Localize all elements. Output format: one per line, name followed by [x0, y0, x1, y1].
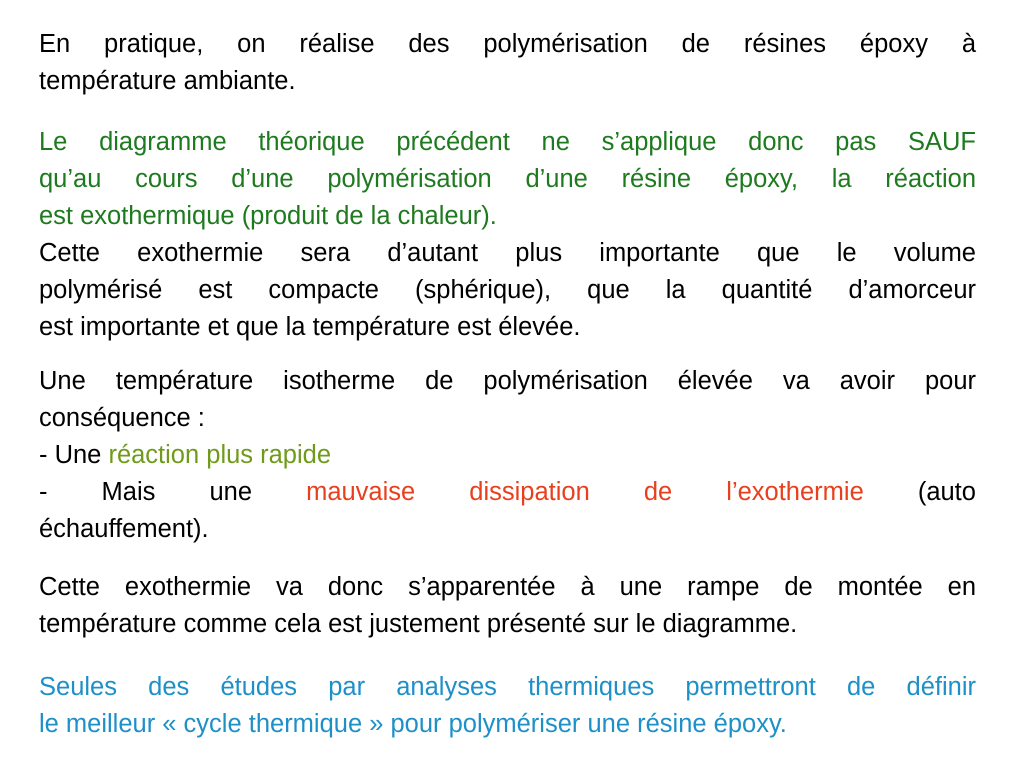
- bullet-poor-dissipation-highlight-1: mauvaise: [306, 478, 416, 506]
- paragraph-factors-line-3: est importante et que la température est élevée.: [39, 313, 581, 341]
- paragraph-consequences-line-2: conséquence :: [39, 404, 205, 432]
- bullet-poor-dissipation-prefix: - Mais: [39, 478, 156, 506]
- paragraph-factors-line-1: Cette exothermie sera d’autant plus importante que le volume: [39, 239, 976, 267]
- paragraph-ramp-line-1: Cette exothermie va donc s’apparentée à une rampe de montée en: [39, 573, 976, 601]
- bullet-poor-dissipation-word: une: [209, 478, 253, 506]
- paragraph-thermal-line-1: Seules des études par analyses thermiques permettront de définir: [39, 673, 976, 701]
- paragraph-intro-line-1: En pratique, on réalise des polymérisation de résines époxy à: [39, 30, 976, 58]
- bullet-faster-reaction-highlight: réaction plus rapide: [108, 441, 332, 469]
- paragraph-exothermic-line-3: est exothermique (produit de la chaleur).: [39, 202, 497, 230]
- bullet-poor-dissipation-suffix: (auto: [917, 478, 976, 506]
- bullet-poor-dissipation-end: échauffement).: [39, 515, 209, 543]
- bullet-poor-dissipation: [39, 474, 976, 511]
- paragraph-consequences-line-1: Une température isotherme de polymérisation élevée va avoir pour: [39, 367, 976, 395]
- paragraph-factors-line-2: polymérisé est compacte (sphérique), que la quantité d’amorceur: [39, 276, 976, 304]
- paragraph-consequences: [39, 363, 976, 548]
- paragraph-exothermic-note: [39, 124, 976, 235]
- paragraph-ramp: [39, 569, 976, 643]
- paragraph-intro-line-2: température ambiante.: [39, 67, 296, 95]
- paragraph-thermal-analysis: [39, 669, 976, 743]
- paragraph-exothermic-line-1: Le diagramme théorique précédent ne s’applique donc pas SAUF: [39, 128, 976, 156]
- paragraph-ramp-line-2: température comme cela est justement présenté sur le diagramme.: [39, 610, 798, 638]
- bullet-faster-reaction: [39, 437, 976, 474]
- paragraph-exothermy-factors: [39, 235, 976, 346]
- bullet-poor-dissipation-highlight-3: de: [643, 478, 673, 506]
- bullet-poor-dissipation-highlight-4: l’exothermie: [726, 478, 864, 506]
- paragraph-exothermic-line-2: qu’au cours d’une polymérisation d’une résine époxy, la réaction: [39, 165, 976, 193]
- paragraph-intro: [39, 26, 976, 100]
- paragraph-thermal-line-2: le meilleur « cycle thermique » pour polymériser une résine époxy.: [39, 710, 787, 738]
- bullet-poor-dissipation-highlight-2: dissipation: [469, 478, 590, 506]
- bullet-faster-reaction-prefix: - Une: [39, 441, 109, 469]
